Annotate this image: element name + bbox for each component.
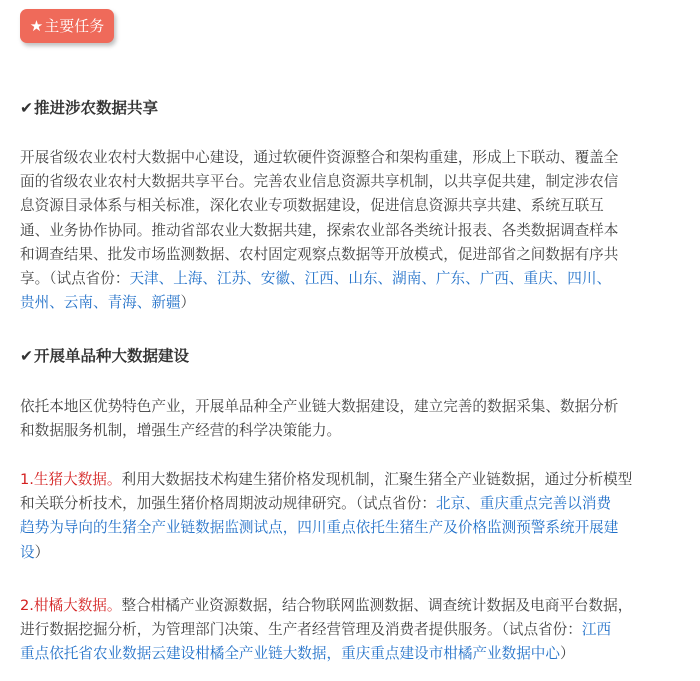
paragraph-line: 通、业务协作协同。推动省部农业大数据共建，探索农业部各类统计报表、各类数据调查样本 [20,221,619,239]
section-heading-data-sharing [20,97,158,119]
paragraph-line: 和关联分析技术，加强生猪价格周期波动规律研究。（试点省份：北京、重庆重点完善以消费 [20,495,612,513]
paragraph-line: 享。（试点省份：天津、上海、江苏、安徽、江西、山东、湖南、广东、广西、重庆、四川、 [20,270,612,288]
item-title: 2.柑橘大数据。 [20,597,122,614]
paragraph-line [20,516,685,540]
paragraph-line: 设） [20,543,50,561]
paragraph-data-sharing [20,146,685,315]
section-heading-single-variety [20,345,189,367]
badge-label: 主要任务 [44,17,105,35]
main-task-badge [20,9,114,43]
star-icon: ★ [29,17,44,35]
item-pig-big-data [20,468,685,565]
paragraph-line: 开展省级农业农村大数据中心建设，通过软硬件资源整合和架构重建，形成上下联动、覆盖全 [20,149,619,166]
pilot-provinces: 贵州、云南、青海、新疆 [20,294,181,312]
paragraph-line: 贵州、云南、青海、新疆） [20,294,196,312]
paragraph-line: 息资源目录体系与相关标准，深化农业专项数据建设，促进信息资源共享共建、系统互联互 [20,197,604,215]
paragraph-line: 2.柑橘大数据。整合柑橘产业资源数据，结合物联网监测数据、调查统计数据及电商平台数据， [20,597,633,614]
pilot-provinces: 重点依托省农业数据云建设柑橘全产业链大数据，重庆重点建设市柑橘产业数据中心 [20,645,560,663]
pilot-provinces: 趋势为导向的生猪全产业链数据监测试点，四川重点依托生猪生产及价格监测预警系统开展建 [20,519,619,537]
pilot-provinces: 江西 [581,621,612,639]
pilot-provinces: 天津、上海、江苏、安徽、江西、山东、湖南、广东、广西、重庆、四川、 [129,270,612,288]
paragraph-line: 面的省级农业农村大数据共享平台。完善农业信息资源共享机制，以共享促共建，制定涉农信 [20,173,619,191]
check-icon: ✔ [20,347,33,365]
paragraph-line: 依托本地区优势特色产业，开展单品种全产业链大数据建设，建立完善的数据采集、数据分析 [20,398,619,415]
paragraph-line: 和调查结果、批发市场监测数据、农村固定观察点数据等开放模式，促进部省之间数据有序共 [20,245,619,263]
paragraph-single-variety [20,395,685,443]
paragraph-line: 和数据服务机制，增强生产经营的科学决策能力。 [20,422,342,440]
paragraph-line: 1.生猪大数据。利用大数据技术构建生猪价格发现机制，汇聚生猪全产业链数据，通过分析模型 [20,471,633,488]
section-title: 开展单品种大数据建设 [34,347,190,365]
item-title: 1.生猪大数据。 [20,471,122,488]
pilot-provinces: 设 [20,543,35,561]
item-citrus-big-data [20,594,685,667]
pilot-provinces: 北京、重庆重点完善以消费 [435,495,612,513]
section-title: 推进涉农数据共享 [34,99,159,117]
paragraph-line: 进行数据挖掘分析，为管理部门决策、生产者经营管理及消费者提供服务。（试点省份：江西 [20,621,612,639]
paragraph-line: 重点依托省农业数据云建设柑橘全产业链大数据，重庆重点建设市柑橘产业数据中心） [20,645,575,663]
check-icon: ✔ [20,99,33,117]
